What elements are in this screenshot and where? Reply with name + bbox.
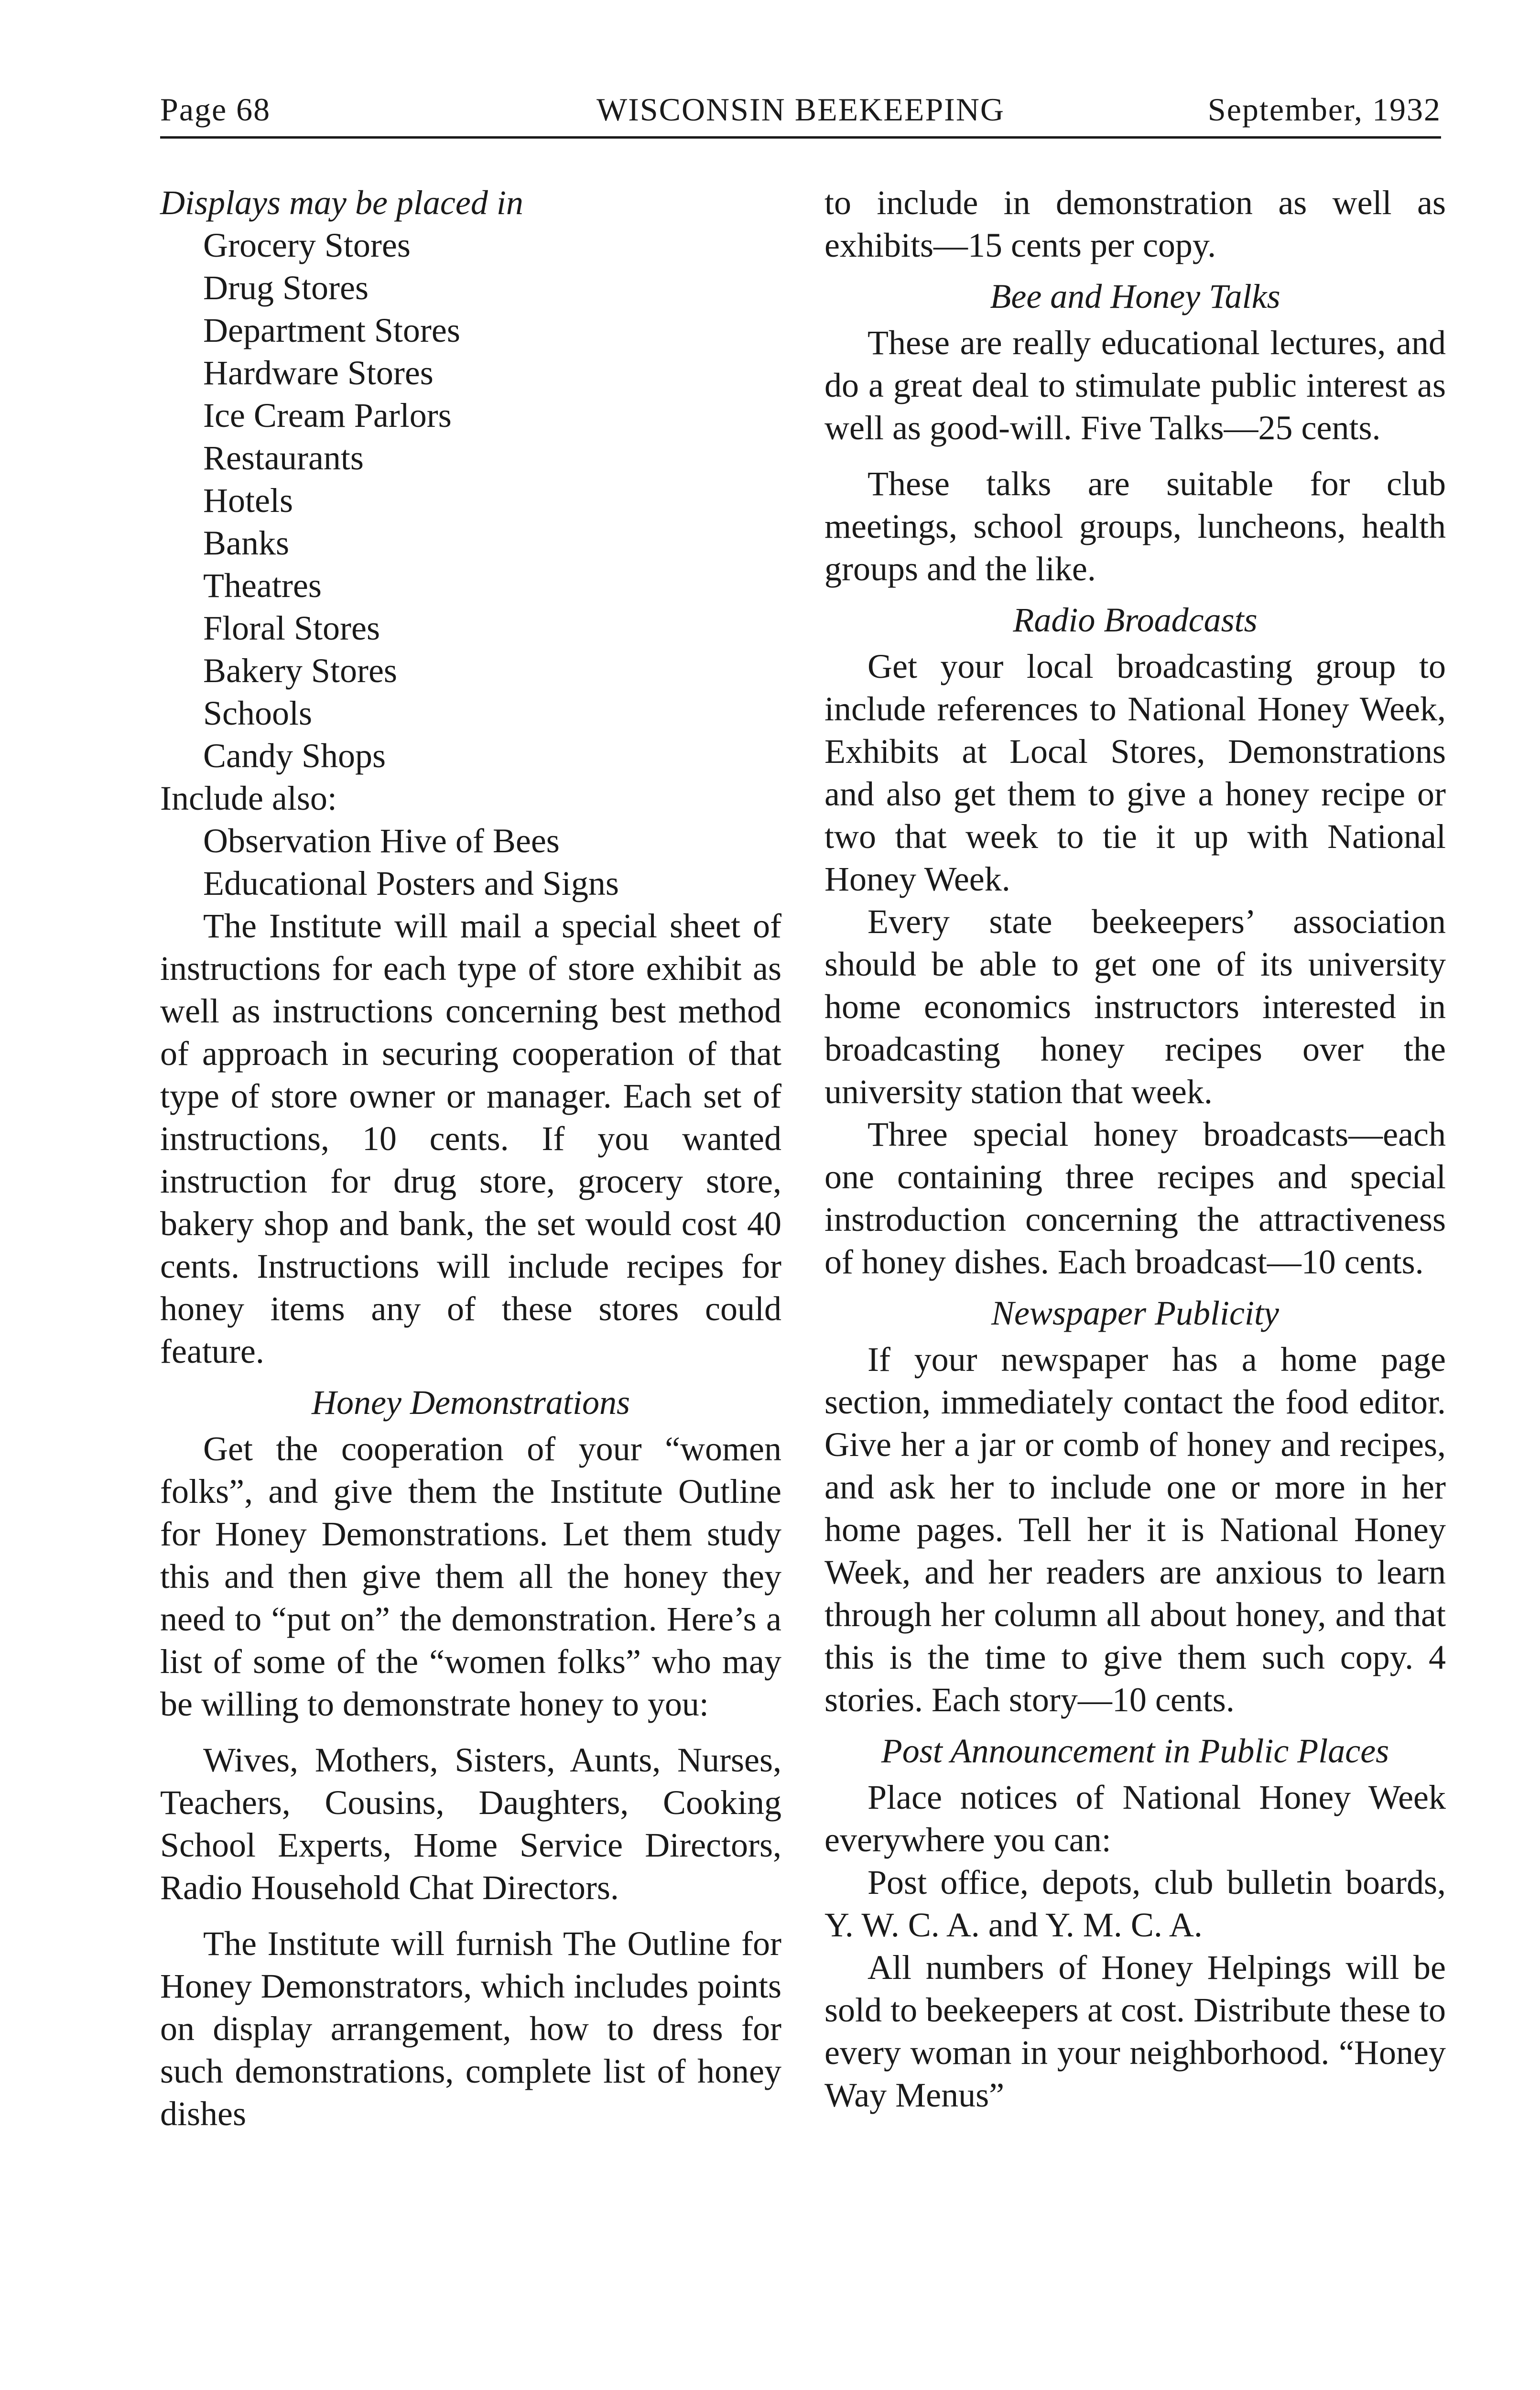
list-item: Observation Hive of Bees [203,822,560,860]
header-divider [160,136,1441,139]
list-item: Grocery Stores [203,226,411,264]
post-paragraph: Place notices of National Honey Week everywhere you can: [824,1778,1446,1859]
cooperation-paragraph: Get the cooperation of your “women folks”, and give them the Institute Outline for Honey Demonstrations. Let them study this and then give them all the honey they need to “put on” the demonstration. Here’s a list of some of the “women folks” who may be willing to demonstrate honey to you: [160,1430,781,1723]
list-item: Banks [203,524,289,562]
displays-heading: Displays may be placed in [160,184,523,222]
include-list [160,820,781,905]
list-item: Bakery Stores [203,652,397,690]
spacer [160,1726,781,1739]
list-item: Department Stores [203,311,460,349]
publication-title: WISCONSIN BEEKEEPING [596,91,1005,128]
list-item: Theatres [203,566,322,605]
spacer [824,449,1446,463]
list-item: Candy Shops [203,737,386,775]
talks-paragraph: These are really educational lectures, and do a great deal to stimulate public interest as well as good-will. Five Talks—25 cents. [824,324,1446,447]
association-paragraph: Every state beekeepers’ association should be able to get one of its university home economics instructors interested in broadcasting honey recipes over the university station that week. [824,902,1446,1111]
list-item: Hardware Stores [203,354,434,392]
broadcasts-paragraph: Three special honey broadcasts—each one containing three recipes and special instroduction concerning the attractiveness of honey dishes. Each broadcast—10 cents. [824,1115,1446,1281]
list-item: Ice Cream Parlors [203,396,452,435]
radio-heading: Radio Broadcasts [1013,601,1258,639]
list-item: Hotels [203,481,293,520]
list-item: Drug Stores [203,269,369,307]
helpings-paragraph: All numbers of Honey Helpings will be sold to beekeepers at cost. Distribute these to every woman in your neighborhood. “Honey Way Menus” [824,1948,1446,2114]
list-item: Educational Posters and Signs [203,864,619,902]
radio-paragraph: Get your local broadcasting group to include references to National Honey Week, Exhibits at Local Stores, Demonstrations and also get them to give a honey recipe or two that week to tie it up with National Honey Week. [824,647,1446,898]
outline-paragraph: The Institute will furnish The Outline for Honey Demonstrators, which includes points on display arrangement, how to dress for such demonstrations, complete list of honey dishes [160,1924,781,2133]
list-item: Floral Stores [203,609,380,647]
women-list-paragraph: Wives, Mothers, Sisters, Aunts, Nurses, Teachers, Cousins, Daughters, Cooking School Experts, Home Service Directors, Radio Household Chat Directors. [160,1741,781,1907]
left-column [160,182,781,2135]
right-column [824,182,1446,2117]
talks-heading: Bee and Honey Talks [990,277,1280,315]
talks-suitable-paragraph: These talks are suitable for club meetings, school groups, luncheons, health groups and the like. [824,465,1446,588]
post-heading: Post Announcement in Public Places [881,1732,1389,1770]
institute-paragraph: The Institute will mail a special sheet of instructions for each type of store exhibit as well as instructions concerning best method of approach in securing cooperation of that type of store owner or manager. Each set of instructions, 10 cents. If you wanted instruction for drug store, grocery store, bakery shop and bank, the set would cost 40 cents. Instructions will include recipes for honey items any of these stores could feature. [160,907,781,1370]
honey-demonstrations-heading: Honey Demonstrations [312,1383,630,1422]
list-item: Schools [203,694,313,732]
page-number: Page 68 [160,91,271,128]
spacer [160,1909,781,1923]
newspaper-heading: Newspaper Publicity [991,1294,1279,1332]
page-header [160,86,1441,134]
displays-list [160,224,781,777]
post-places-paragraph: Post office, depots, club bulletin boards, Y. W. C. A. and Y. M. C. A. [824,1863,1446,1944]
newspaper-paragraph: If your newspaper has a home page section, immediately contact the food editor. Give her a jar or comb of honey and recipes, and ask her to include one or more in her home pages. Tell her it is National Honey Week, and her readers are anxious to learn through her column all about honey, and that this is the time to give them such copy. 4 stories. Each story—10 cents. [824,1340,1446,1719]
continuation-paragraph: to include in demonstration as well as exhibits—15 cents per copy. [824,184,1446,264]
issue-date: September, 1932 [1207,91,1441,128]
list-item: Restaurants [203,439,364,477]
include-label: Include also: [160,779,337,817]
